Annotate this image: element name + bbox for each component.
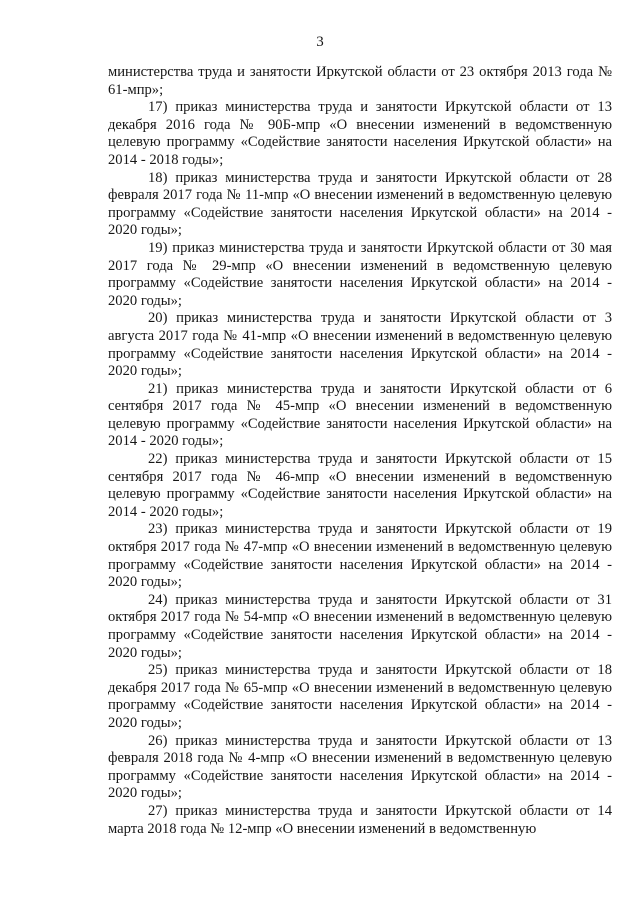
list-item-21: 21) приказ министерства труда и занятости Иркутской области от 6 сентября 2017 года № 45-мпр «О внесении изменений в ведомственную целевую программу «Содействие занятости населения Иркутской области» на 2014 - 2020 годы»; bbox=[108, 380, 612, 450]
list-item-24: 24) приказ министерства труда и занятости Иркутской области от 31 октября 2017 года № 54-мпр «О внесении изменений в ведомственную целевую программу «Содействие занятости населения Иркутской области» на 2014 - 2020 годы»; bbox=[108, 591, 612, 661]
continuation-paragraph: министерства труда и занятости Иркутской области от 23 октября 2013 года № 61-мпр»; bbox=[108, 64, 612, 98]
list-item-26: 26) приказ министерства труда и занятости Иркутской области от 13 февраля 2018 года № 4-мпр «О внесении изменений в ведомственную целевую программу «Содействие занятости населения Иркутской области» на 2014 - 2020 годы»; bbox=[108, 732, 612, 802]
document-body bbox=[108, 64, 612, 838]
page-number: 3 bbox=[316, 34, 324, 50]
list-item-17: 17) приказ министерства труда и занятости Иркутской области от 13 декабря 2016 года № 90Б-мпр «О внесении изменений в ведомственную целевую программу «Содействие занятости населения Иркутской области» на 2014 - 2018 годы»; bbox=[108, 99, 612, 168]
list-item-20: 20) приказ министерства труда и занятости Иркутской области от 3 августа 2017 года № 41-мпр «О внесении изменений в ведомственную целевую программу «Содействие занятости населения Иркутской области» на 2014 - 2020 годы»; bbox=[108, 310, 612, 380]
list-item-19: 19) приказ министерства труда и занятости Иркутской области от 30 мая 2017 года № 29-мпр «О внесении изменений в ведомственную целевую программу «Содействие занятости населения Иркутской области» на 2014 - 2020 годы»; bbox=[108, 239, 612, 309]
list-item-23: 23) приказ министерства труда и занятости Иркутской области от 19 октября 2017 года № 47-мпр «О внесении изменений в ведомственную целевую программу «Содействие занятости населения Иркутской области» на 2014 - 2020 годы»; bbox=[108, 521, 612, 591]
list-item-18: 18) приказ министерства труда и занятости Иркутской области от 28 февраля 2017 года № 11-мпр «О внесении изменений в ведомственную целевую программу «Содействие занятости населения Иркутской области» на 2014 - 2020 годы»; bbox=[108, 169, 612, 239]
list-item-27: 27) приказ министерства труда и занятости Иркутской области от 14 марта 2018 года № 12-мпр «О внесении изменений в ведомственную bbox=[108, 802, 612, 837]
list-item-25: 25) приказ министерства труда и занятости Иркутской области от 18 декабря 2017 года № 65-мпр «О внесении изменений в ведомственную целевую программу «Содействие занятости населения Иркутской области» на 2014 - 2020 годы»; bbox=[108, 662, 612, 731]
list-item-22: 22) приказ министерства труда и занятости Иркутской области от 15 сентября 2017 года № 46-мпр «О внесении изменений в ведомственную целевую программу «Содействие занятости населения Иркутской области» на 2014 - 2020 годы»; bbox=[108, 451, 612, 520]
